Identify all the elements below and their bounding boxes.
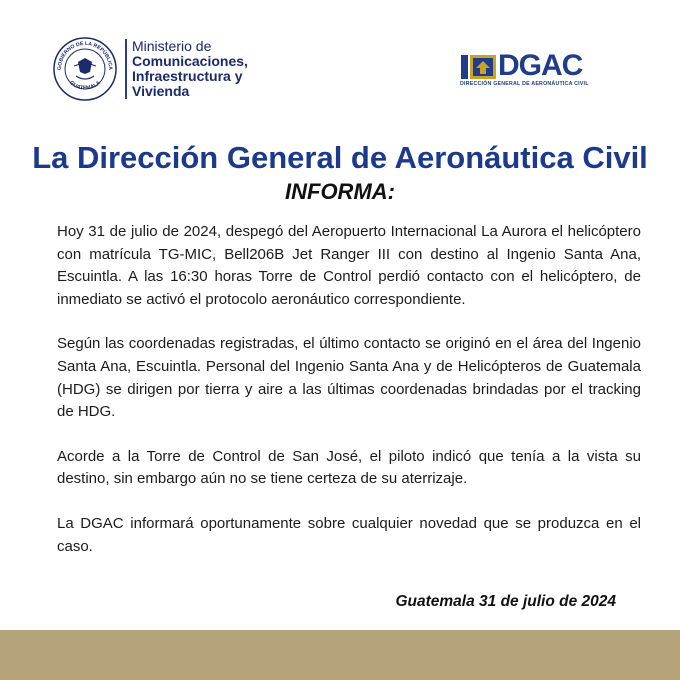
ministry-line-3: Infraestructura y xyxy=(132,68,243,84)
dgac-acronym: DGAC xyxy=(498,49,583,82)
paragraph: Según las coordenadas registradas, el último contacto se originó en el área del Ingenio Santa Ana, Escuintla. Personal del Ingenio Santa Ana y de Helicópteros de Guatemala (HDG) se dirigen por tierra y aire a las últimas coordenadas brindadas por el tracking de HDG. xyxy=(57,335,641,421)
ministry-logo xyxy=(52,36,312,102)
page-title: La Dirección General de Aeronáutica Civil xyxy=(32,140,648,175)
paragraph: Acorde a la Torre de Control de San José, el piloto indicó que tenía a la vista su destino, sin embargo aún no se tiene certeza de su aterrizaje. xyxy=(57,447,641,488)
ministry-name xyxy=(132,39,248,99)
dgac-logo xyxy=(460,49,620,87)
page-subtitle: INFORMA: xyxy=(285,179,395,204)
guatemala-seal-icon xyxy=(52,36,118,102)
footer-band xyxy=(0,630,680,680)
dgac-fullname: DIRECCIÓN GENERAL DE AERONÁUTICA CIVIL xyxy=(460,81,589,87)
announcement-body xyxy=(57,221,641,580)
dgac-emblem-icon xyxy=(460,52,500,80)
svg-text:GUATEMALA xyxy=(68,80,102,91)
paragraph: Hoy 31 de julio de 2024, despegó del Aeropuerto Internacional La Aurora el helicóptero con matrícula TG-MIC, Bell206B Jet Ranger III con destino al Ingenio Santa Ana, Escuintla. A las 16:30 horas Torre de Control perdió contacto con el helicóptero, de inmediato se activó el protocolo aeronáutico correspondiente. xyxy=(57,223,641,308)
ministry-line-1: Ministerio de xyxy=(132,38,212,54)
paragraph: La DGAC informará oportunamente sobre cualquier novedad que se produzca en el caso. xyxy=(57,514,641,555)
ministry-divider xyxy=(125,39,127,99)
signature-date: Guatemala 31 de julio de 2024 xyxy=(395,593,616,610)
seal-text-bottom: GUATEMALA xyxy=(68,80,102,92)
ministry-line-4: Vivienda xyxy=(132,83,190,99)
ministry-line-2: Comunicaciones, xyxy=(132,53,248,69)
header xyxy=(0,0,680,130)
seal-text-top: GOBIERNO DE LA REPÚBLICA xyxy=(56,40,114,71)
